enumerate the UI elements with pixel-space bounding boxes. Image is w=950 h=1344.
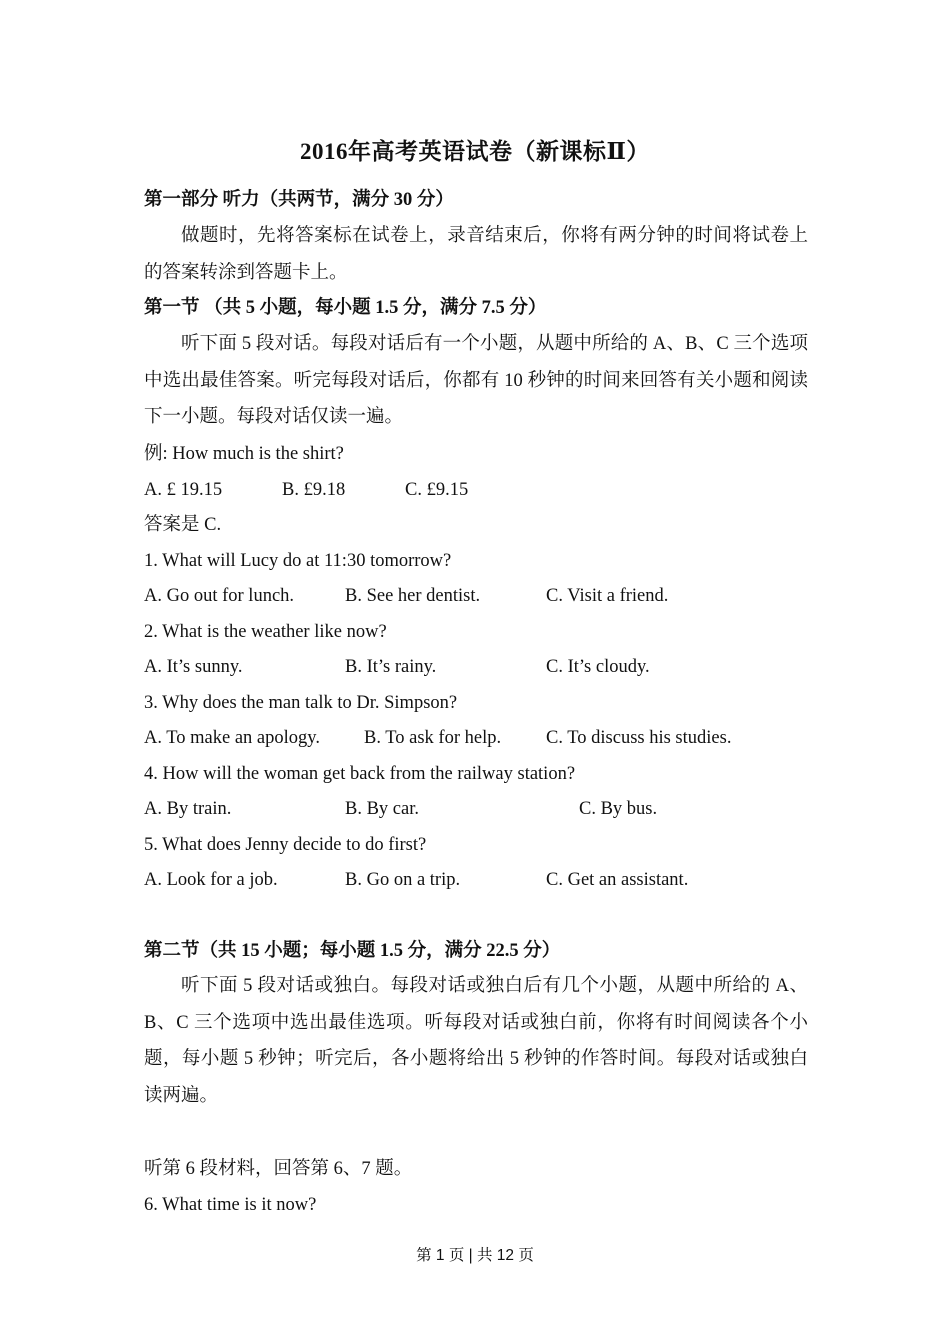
option-c: C. Get an assistant. — [546, 870, 689, 890]
option-c: C. To discuss his studies. — [546, 728, 732, 748]
question-3-options — [144, 726, 808, 750]
question-6: 6. What time is it now? — [144, 1195, 317, 1215]
question-3: 3. Why does the man talk to Dr. Simpson? — [144, 693, 458, 713]
section2-instruction: 听下面 5 段对话或独白。每段对话或独白后有几个小题，从题中所给的 A、B、C 三个选项中选出最佳选项。听每段对话或独白前，你将有时间阅读各个小题，每小题 5 秒钟；听完后，各小题将给出 5 秒钟的作答时间。每段对话或独白读两遍。 — [144, 976, 808, 1106]
question-5-options — [144, 868, 808, 892]
question-1-options — [144, 584, 808, 608]
option-c: C. By bus. — [579, 799, 658, 819]
example-answer: 答案是 C. — [144, 515, 222, 535]
option-a: A. £ 19.15 — [144, 480, 223, 500]
question-5: 5. What does Jenny decide to do first? — [144, 835, 427, 855]
question-4: 4. How will the woman get back from the railway station? — [144, 764, 576, 784]
option-b: B. It’s rainy. — [345, 657, 437, 677]
part1-heading: 第一部分 听力（共两节，满分 30 分） — [144, 190, 454, 210]
option-b: B. See her dentist. — [345, 586, 481, 606]
option-b: B. £9.18 — [282, 480, 346, 500]
option-a: A. By train. — [144, 799, 232, 819]
option-c: C. £9.15 — [405, 480, 469, 500]
option-a: A. To make an apology. — [144, 728, 320, 748]
question-2: 2. What is the weather like now? — [144, 622, 387, 642]
page-footer: 第 1 页 | 共 12 页 — [416, 1247, 534, 1264]
question-2-options — [144, 655, 808, 679]
section1-instruction: 听下面 5 段对话。每段对话后有一个小题，从题中所给的 A、B、C 三个选项中选出最佳答案。听完每段对话后，你都有 10 秒钟的时间来回答有关小题和阅读下一小题。每段对话仅读一遍。 — [144, 334, 808, 427]
question-4-options — [144, 797, 808, 821]
material-intro: 听第 6 段材料，回答第 6、7 题。 — [144, 1159, 413, 1179]
option-c: C. It’s cloudy. — [546, 657, 650, 677]
option-b: B. To ask for help. — [364, 728, 502, 748]
part1-instruction: 做题时，先将答案标在试卷上，录音结束后，你将有两分钟的时间将试卷上的答案转涂到答题卡上。 — [144, 226, 808, 283]
option-a: A. Go out for lunch. — [144, 586, 295, 606]
option-a: A. Look for a job. — [144, 870, 278, 890]
page-title: 2016年高考英语试卷（新课标Ⅱ） — [300, 139, 650, 164]
option-b: B. Go on a trip. — [345, 870, 461, 890]
option-a: A. It’s sunny. — [144, 657, 243, 677]
question-1: 1. What will Lucy do at 11:30 tomorrow? — [144, 551, 452, 571]
example-options — [144, 478, 808, 502]
example-question: 例: How much is the shirt? — [144, 444, 344, 464]
section1-heading: 第一节 （共 5 小题，每小题 1.5 分，满分 7.5 分） — [144, 298, 547, 318]
option-c: C. Visit a friend. — [546, 586, 669, 606]
section2-heading: 第二节（共 15 小题；每小题 1.5 分，满分 22.5 分） — [144, 941, 561, 961]
option-b: B. By car. — [345, 799, 419, 819]
